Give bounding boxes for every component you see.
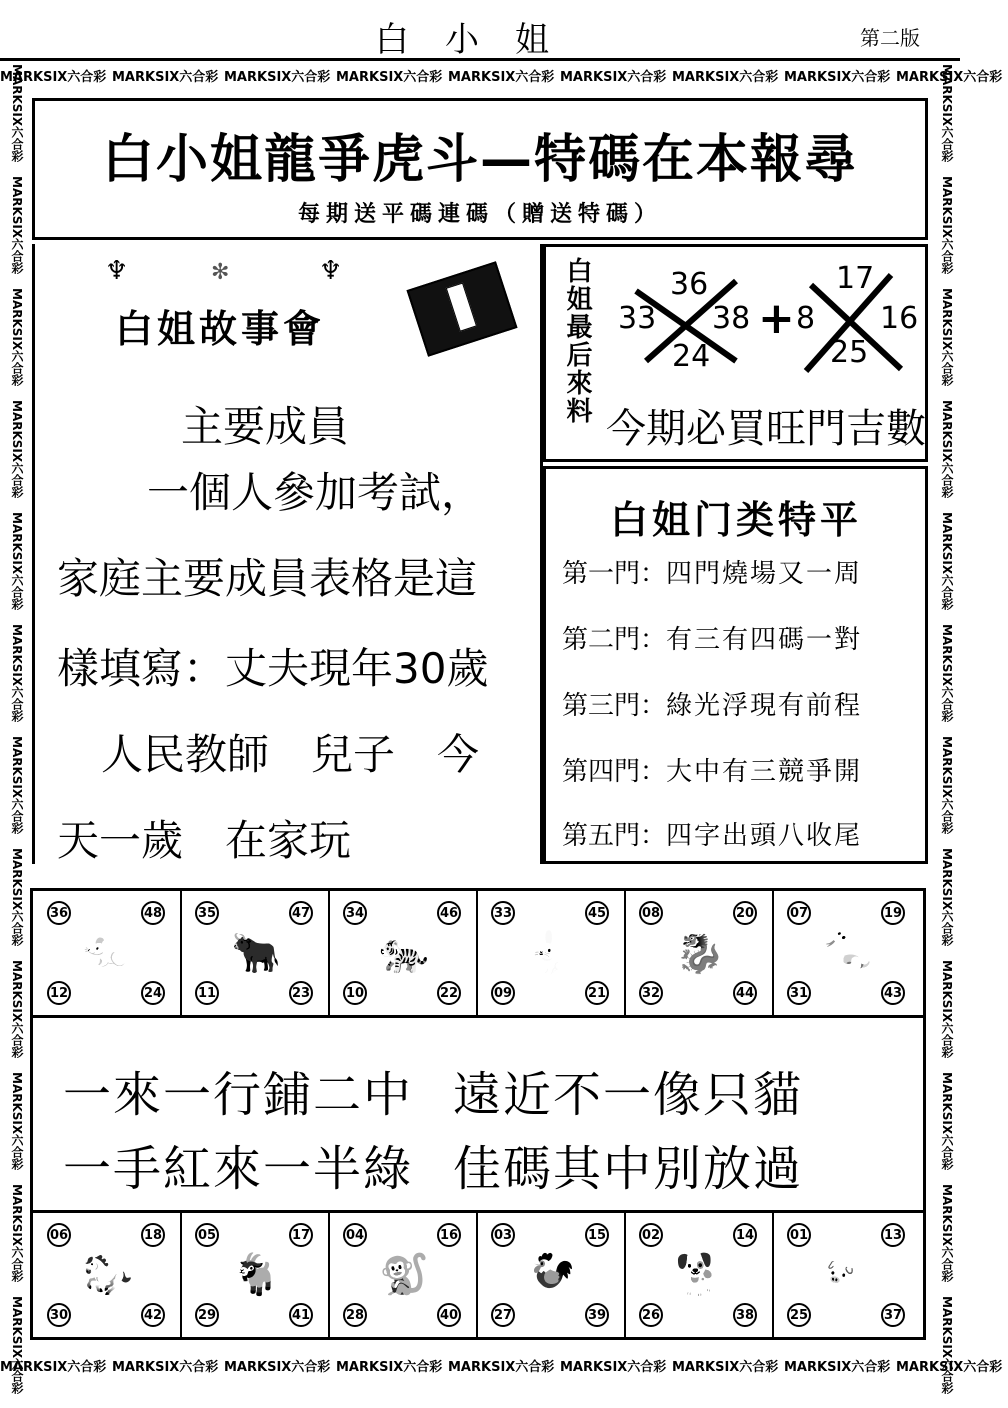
zodiac-number: 03: [491, 1223, 515, 1247]
marksix-strip-label: MARKSIX六合彩: [10, 624, 24, 723]
zodiac-number: 14: [733, 1223, 757, 1247]
book-icon: [406, 261, 517, 357]
marksix-strip-label: MARKSIX六合彩: [896, 1360, 1003, 1375]
hint-box: [543, 244, 928, 462]
marksix-strip-label: MARKSIX六合彩: [336, 70, 443, 85]
zodiac-number: 20: [733, 901, 757, 925]
zodiac-number: 02: [639, 1223, 663, 1247]
zodiac-number: 30: [47, 1303, 71, 1327]
hint-num: 16: [880, 301, 919, 336]
zodiac-number: 08: [639, 901, 663, 925]
marksix-strip-label: MARKSIX六合彩: [784, 1360, 891, 1375]
story-panel: [32, 244, 543, 864]
zodiac-number: 29: [195, 1303, 219, 1327]
zodiac-number: 45: [585, 901, 609, 925]
goat-icon: 🐐: [231, 1252, 281, 1298]
hint-num: 24: [672, 339, 711, 374]
rabbit-icon: 🐇: [527, 930, 577, 976]
hint-num: 33: [618, 301, 657, 336]
marksix-strip-label: MARKSIX六合彩: [10, 288, 24, 387]
zodiac-number: 48: [141, 901, 165, 925]
tiger-icon: 🐅: [379, 930, 429, 976]
zodiac-number: 19: [881, 901, 905, 925]
dragon-icon: 🐉: [675, 930, 725, 976]
door-row: 第一門：四門燒場又一周: [562, 559, 863, 589]
rat-icon: 🐀: [83, 930, 133, 976]
zodiac-number: 11: [195, 981, 219, 1005]
marksix-strip-label: MARKSIX六合彩: [10, 64, 24, 163]
zodiac-number: 25: [787, 1303, 811, 1327]
marksix-strip-label: MARKSIX六合彩: [448, 70, 555, 85]
marksix-strip-label: MARKSIX六合彩: [896, 70, 1003, 85]
zodiac-number: 34: [343, 901, 367, 925]
zodiac-cell: [477, 1213, 626, 1337]
story-line: 天一歲 在家玩: [57, 816, 352, 865]
marksix-strip-label: MARKSIX六合彩: [10, 400, 24, 499]
zodiac-number: 40: [437, 1303, 461, 1327]
zodiac-number: 23: [289, 981, 313, 1005]
hint-num: 25: [830, 335, 869, 370]
door-row: 第三門：綠光浮現有前程: [562, 691, 863, 721]
zodiac-number: 44: [733, 981, 757, 1005]
marksix-strip-label: MARKSIX六合彩: [0, 70, 107, 85]
zodiac-number: 37: [881, 1303, 905, 1327]
door-row: 第二門：有三有四碼一對: [562, 625, 863, 655]
marksix-strip-label: MARKSIX六合彩: [940, 624, 954, 723]
zodiac-cell: [773, 1213, 922, 1337]
doors-title: 白姐门类特平: [609, 498, 862, 542]
headline-main: 白小姐龍爭虎斗—特碼在本報尋: [101, 130, 858, 190]
zodiac-number: 24: [141, 981, 165, 1005]
marksix-strip-label: MARKSIX六合彩: [940, 288, 954, 387]
marksix-strip-label: MARKSIX六合彩: [784, 70, 891, 85]
zodiac-number: 06: [47, 1223, 71, 1247]
zodiac-number: 41: [289, 1303, 313, 1327]
headline-sub: 每期送平碼連碼（贈送特碼）: [297, 202, 662, 227]
zodiac-cell: [625, 891, 774, 1015]
marksix-strip-label: MARKSIX六合彩: [336, 1360, 443, 1375]
poem-line: 一手紅來一半綠 佳碼其中別放過: [63, 1141, 804, 1197]
zodiac-number: 36: [47, 901, 71, 925]
hint-num: 17: [836, 261, 875, 296]
story-line: 人民教師 兒子 今: [101, 730, 480, 779]
zodiac-number: 04: [343, 1223, 367, 1247]
marksix-strip-label: MARKSIX六合彩: [940, 848, 954, 947]
zodiac-number: 13: [881, 1223, 905, 1247]
zodiac-number: 32: [639, 981, 663, 1005]
marksix-strip-label: MARKSIX六合彩: [112, 70, 219, 85]
doors-box: [543, 466, 928, 864]
zodiac-number: 07: [787, 901, 811, 925]
marksix-strip-label: MARKSIX六合彩: [10, 1184, 24, 1283]
zodiac-cell: [773, 891, 922, 1015]
zodiac-number: 39: [585, 1303, 609, 1327]
headline-box: [32, 98, 928, 240]
marksix-strip-label: MARKSIX六合彩: [112, 1360, 219, 1375]
zodiac-number: 28: [343, 1303, 367, 1327]
zodiac-number: 38: [733, 1303, 757, 1327]
marksix-strip-label: MARKSIX六合彩: [10, 1296, 24, 1395]
story-line: 一個人參加考試，: [147, 468, 484, 517]
door-row: 第五門：四字出頭八收尾: [562, 821, 863, 851]
marksix-strip-top: [0, 66, 1003, 88]
zodiac-row-top: [30, 888, 926, 1018]
poem-panel: [30, 1018, 926, 1210]
marksix-strip-label: MARKSIX六合彩: [224, 70, 331, 85]
story-line: 主要成員: [181, 402, 350, 451]
zodiac-number: 35: [195, 901, 219, 925]
zodiac-cell: [181, 891, 330, 1015]
zodiac-number: 43: [881, 981, 905, 1005]
pig-icon: 🐖: [823, 1252, 873, 1298]
ox-icon: 🐂: [231, 930, 281, 976]
zodiac-row-bottom: [30, 1210, 926, 1340]
story-line: 家庭主要成員表格是這: [57, 554, 478, 603]
marksix-strip-label: MARKSIX六合彩: [940, 1184, 954, 1283]
hint-slogan: 今期必買旺門吉數: [606, 406, 926, 452]
zodiac-number: 17: [289, 1223, 313, 1247]
marksix-strip-label: MARKSIX六合彩: [10, 512, 24, 611]
zodiac-cell: [625, 1213, 774, 1337]
marksix-strip-label: MARKSIX六合彩: [10, 848, 24, 947]
zodiac-number: 05: [195, 1223, 219, 1247]
zodiac-number: 22: [437, 981, 461, 1005]
zodiac-number: 10: [343, 981, 367, 1005]
zodiac-cell: [33, 1213, 182, 1337]
marksix-strip-label: MARKSIX六合彩: [940, 176, 954, 275]
story-heading: 白姐故事會: [115, 307, 326, 351]
dog-icon: 🐕: [675, 1252, 725, 1298]
page-header: [0, 0, 960, 61]
marksix-strip-label: MARKSIX六合彩: [0, 1360, 107, 1375]
zodiac-cell: [329, 891, 478, 1015]
edition-label: 第二版: [860, 26, 920, 50]
zodiac-number: 33: [491, 901, 515, 925]
marksix-strip-label: MARKSIX六合彩: [940, 1072, 954, 1171]
sparkle-icon: ✻: [211, 260, 230, 285]
zodiac-number: 47: [289, 901, 313, 925]
rooster-icon: 🐓: [527, 1252, 577, 1298]
poem-line: 一來一行鋪二中 遠近不一像只貓: [63, 1067, 804, 1123]
marksix-strip-label: MARKSIX六合彩: [560, 1360, 667, 1375]
marksix-strip-left: [4, 64, 26, 1395]
horse-icon: 🐎: [83, 1252, 133, 1298]
paper-title: 白小姐: [375, 20, 585, 60]
marksix-strip-label: MARKSIX六合彩: [940, 1296, 954, 1395]
zodiac-number: 18: [141, 1223, 165, 1247]
tulip-icon: ♆: [319, 256, 343, 286]
zodiac-number: 31: [787, 981, 811, 1005]
marksix-strip-label: MARKSIX六合彩: [940, 512, 954, 611]
zodiac-number: 42: [141, 1303, 165, 1327]
hint-num: 36: [670, 267, 709, 302]
zodiac-number: 46: [437, 901, 461, 925]
marksix-strip-label: MARKSIX六合彩: [940, 400, 954, 499]
zodiac-cell: [181, 1213, 330, 1337]
marksix-strip-label: MARKSIX六合彩: [672, 1360, 779, 1375]
zodiac-number: 12: [47, 981, 71, 1005]
marksix-strip-label: MARKSIX六合彩: [10, 736, 24, 835]
marksix-strip-label: MARKSIX六合彩: [940, 960, 954, 1059]
marksix-strip-label: MARKSIX六合彩: [10, 176, 24, 275]
monkey-icon: 🐒: [379, 1252, 429, 1298]
hint-plus: +: [758, 293, 795, 344]
marksix-strip-label: MARKSIX六合彩: [940, 64, 954, 163]
hint-num: 8: [796, 301, 816, 336]
door-row: 第四門：大中有三競爭開: [562, 757, 863, 787]
zodiac-number: 16: [437, 1223, 461, 1247]
hint-num: 38: [712, 301, 751, 336]
zodiac-number: 21: [585, 981, 609, 1005]
marksix-strip-label: MARKSIX六合彩: [560, 70, 667, 85]
zodiac-cell: [329, 1213, 478, 1337]
marksix-strip-label: MARKSIX六合彩: [448, 1360, 555, 1375]
marksix-strip-label: MARKSIX六合彩: [10, 960, 24, 1059]
marksix-strip-label: MARKSIX六合彩: [672, 70, 779, 85]
zodiac-cell: [33, 891, 182, 1015]
marksix-strip-label: MARKSIX六合彩: [224, 1360, 331, 1375]
zodiac-number: 27: [491, 1303, 515, 1327]
story-line: 樣填寫：丈夫現年30歲: [57, 644, 489, 693]
zodiac-cell: [477, 891, 626, 1015]
hint-vertical-label: 白姐最后來料: [562, 257, 592, 425]
zodiac-number: 09: [491, 981, 515, 1005]
snake-icon: 🐍: [823, 930, 873, 976]
zodiac-number: 26: [639, 1303, 663, 1327]
tulip-icon: ♆: [105, 256, 129, 286]
marksix-strip-bottom: [0, 1356, 1003, 1378]
marksix-strip-label: MARKSIX六合彩: [940, 736, 954, 835]
zodiac-number: 15: [585, 1223, 609, 1247]
marksix-strip-right: [934, 64, 956, 1395]
zodiac-number: 01: [787, 1223, 811, 1247]
marksix-strip-label: MARKSIX六合彩: [10, 1072, 24, 1171]
